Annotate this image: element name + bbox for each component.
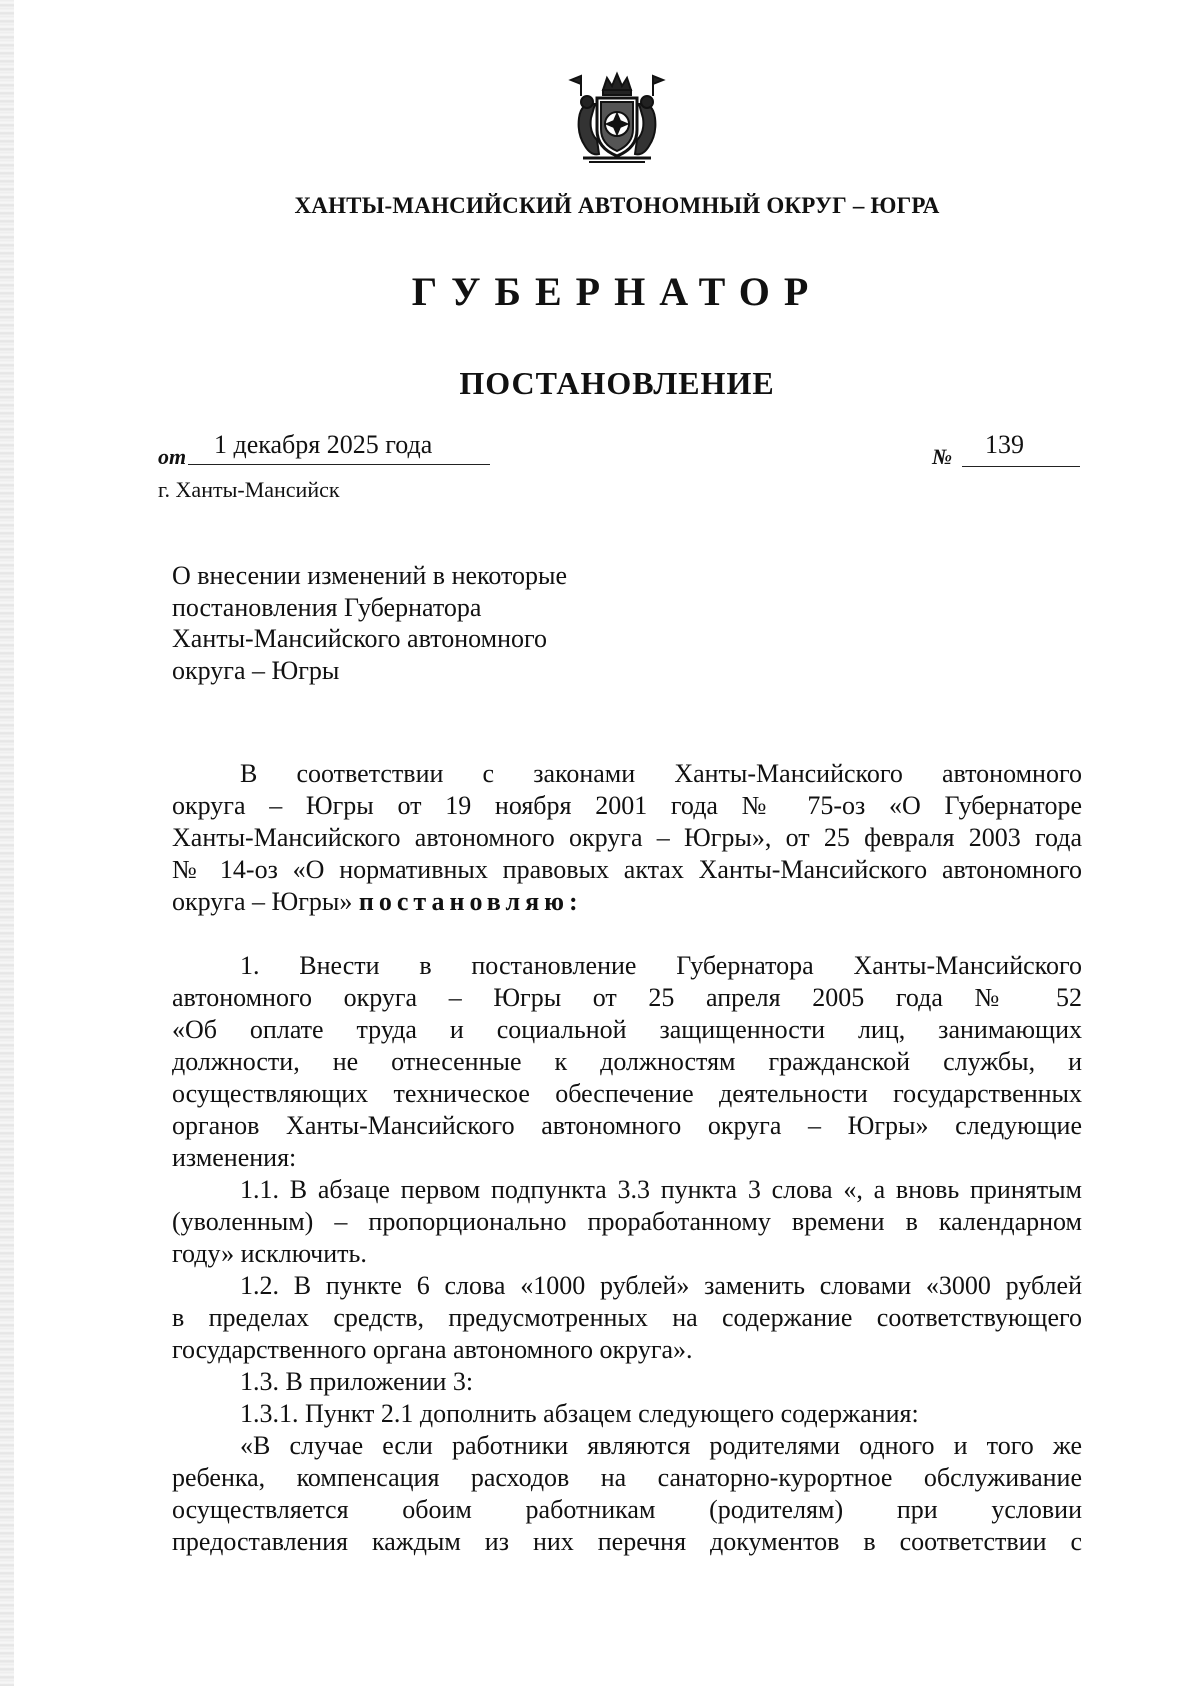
body-line: государственного органа автономного округа». — [172, 1335, 693, 1364]
date-underline — [188, 464, 490, 465]
body-line: 1.3.1. Пункт 2.1 дополнить абзацем следующего содержания: — [240, 1399, 919, 1428]
preamble-line-text: округа – Югры» — [172, 887, 353, 916]
body-line: в пределах средств, предусмотренных на содержание соответствующего — [172, 1303, 1082, 1332]
preamble-line — [172, 886, 1082, 918]
document-body — [172, 758, 1082, 1558]
document-subject — [172, 560, 692, 686]
body-line: 1.3. В приложении 3: — [240, 1367, 474, 1396]
subject-line: постановления Губернатора — [172, 592, 482, 622]
subject-line: О внесении изменений в некоторые — [172, 561, 568, 590]
authority-heading: ГУБЕРНАТОР — [411, 269, 823, 314]
body-line: осуществляется обоим работникам (родителям) при условии — [172, 1495, 1082, 1524]
number-prefix: № — [932, 444, 953, 469]
body-line: ребенка, компенсация расходов на санаторно-курортное обслуживание — [172, 1463, 1082, 1492]
body-line: органов Ханты-Мансийского автономного округа – Югры» следующие — [172, 1111, 1082, 1140]
document-number: 139 — [985, 430, 1024, 459]
scan-edge-artifact — [0, 0, 14, 1686]
resolve-word: постановляю: — [358, 887, 583, 916]
body-line: «В случае если работники являются родителями одного и того же — [240, 1431, 1082, 1460]
preamble-line: Ханты-Мансийского автономного округа – Югры», от 25 февраля 2003 года — [172, 823, 1082, 852]
body-line: (уволенным) – пропорционально проработанному времени в календарном — [172, 1207, 1082, 1236]
body-line: должности, не отнесенные к должностям гражданской службы, и — [172, 1047, 1082, 1076]
region-heading: ХАНТЫ-МАНСИЙСКИЙ АВТОНОМНЫЙ ОКРУГ – ЮГРА — [294, 193, 940, 218]
body-line: автономного округа – Югры от 25 апреля 2005 года № 52 — [172, 983, 1082, 1012]
body-line: 1. Внести в постановление Губернатора Ханты-Мансийского — [240, 951, 1082, 980]
document-date: 1 декабря 2025 года — [214, 430, 433, 459]
preamble-line: округа – Югры от 19 ноября 2001 года № 75-оз «О Губернаторе — [172, 791, 1082, 820]
city-label: г. Ханты-Мансийск — [158, 477, 340, 502]
coat-of-arms-emblem — [565, 68, 669, 168]
body-line: 1.2. В пункте 6 слова «1000 рублей» заменить словами «3000 рублей — [240, 1271, 1082, 1300]
subject-line: Ханты-Мансийского автономного — [172, 624, 548, 653]
document-type-heading: ПОСТАНОВЛЕНИЕ — [459, 365, 775, 401]
date-prefix: от — [158, 444, 187, 469]
body-line: предоставления каждым из них перечня документов в соответствии с — [172, 1527, 1082, 1556]
body-line: 1.1. В абзаце первом подпункта 3.3 пункта 3 слова «, а вновь принятым — [240, 1175, 1082, 1204]
paragraph-gap — [172, 918, 1082, 950]
body-line: осуществляющих техническое обеспечение деятельности государственных — [172, 1079, 1082, 1108]
body-line: году» исключить. — [172, 1239, 367, 1268]
number-underline — [962, 466, 1080, 467]
subject-line: округа – Югры — [172, 655, 340, 685]
body-line: изменения: — [172, 1143, 297, 1172]
body-line: «Об оплате труда и социальной защищенности лиц, занимающих — [172, 1015, 1082, 1044]
preamble-line: В соответствии с законами Ханты-Мансийского автономного — [240, 759, 1082, 788]
preamble-line: № 14-оз «О нормативных правовых актах Ханты-Мансийского автономного — [172, 855, 1082, 884]
